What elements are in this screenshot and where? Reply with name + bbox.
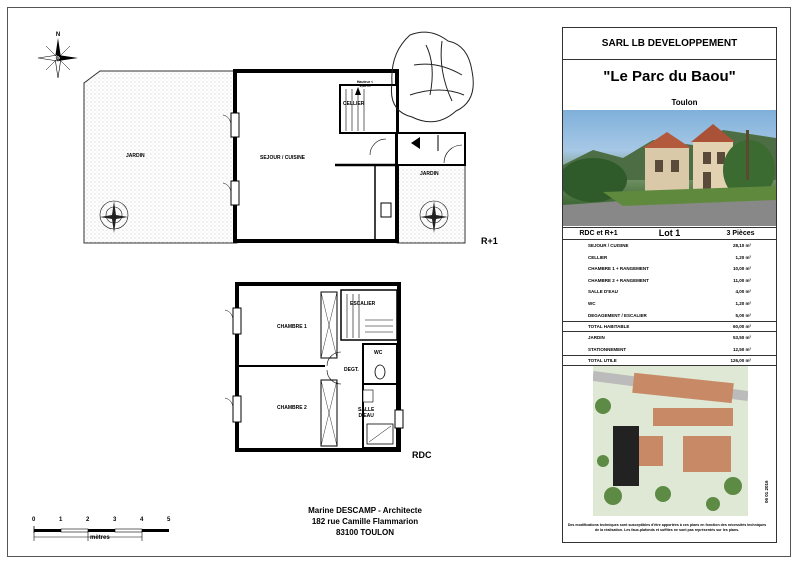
surface-value: 1,20 m² — [735, 300, 751, 306]
upper-floor-plan — [70, 25, 480, 255]
scale-unit: mètres — [90, 535, 110, 541]
surface-label: DEGAGEMENT / ESCALIER — [588, 312, 647, 318]
plan-date: 06 01 2016 — [764, 480, 769, 503]
scale-tick-4: 4 — [140, 517, 144, 523]
jardin-left-label: JARDIN — [126, 153, 145, 159]
architect-street: 182 rue Camille Flammarion — [311, 517, 419, 526]
lot-number: Lot 1 — [658, 228, 681, 238]
chambre2-label: CHAMBRE 2 — [277, 405, 307, 411]
architect-city: 83100 TOULON — [335, 528, 395, 537]
surface-label: STATIONNEMENT — [588, 346, 627, 352]
degt-label: DEGT. — [344, 367, 359, 373]
project-city: Toulon — [671, 98, 698, 107]
surface-value: 1,20 m² — [735, 254, 751, 260]
surface-row — [563, 344, 776, 356]
scale-tick-1: 1 — [59, 517, 63, 523]
info-panel — [562, 27, 777, 543]
scale-tick-3: 3 — [113, 517, 117, 523]
surface-label: SALLE D'EAU — [588, 289, 618, 295]
surface-value: 5,00 m² — [735, 312, 751, 318]
project-name: "Le Parc du Baou" — [603, 68, 736, 85]
surface-row — [563, 332, 776, 344]
surface-label: TOTAL UTILE — [588, 358, 617, 364]
surface-row — [563, 275, 776, 287]
surface-value: 60,00 m² — [732, 324, 751, 330]
architect-name: Marine DESCAMP - Architecte — [308, 506, 422, 515]
surface-label: CHAMBRE 1 + RANGEMENT — [588, 266, 649, 272]
scale-tick-2: 2 — [86, 517, 90, 523]
surface-row — [563, 286, 776, 298]
surface-value: 12,50 m² — [732, 346, 751, 352]
surface-row — [563, 252, 776, 264]
surface-label: CHAMBRE 2 + RANGEMENT — [588, 277, 649, 283]
lower-floor-plan — [215, 280, 405, 455]
surface-row — [563, 240, 776, 252]
legal-notice: Des modifications techniques sont susceptibles d'être apportées à ces plans en fonction des nécessités techniques de la réalisation. Les faux-plafonds et soffites ne sont pas représentés sur les plans. — [567, 523, 767, 532]
cellier-label: CELLIER — [343, 101, 365, 107]
surface-value: 126,00 m² — [730, 358, 751, 364]
architect-block — [260, 505, 470, 538]
surface-label: TOTAL HABITABLE — [588, 324, 630, 330]
surface-value: 4,00 m² — [735, 289, 751, 295]
scale-bar — [28, 513, 188, 547]
surface-row — [563, 263, 776, 275]
surface-value: 53,50 m² — [732, 335, 751, 341]
lot-levels: RDC et R+1 — [579, 230, 618, 237]
surface-label: CELLIER — [588, 254, 608, 260]
surface-row — [563, 298, 776, 310]
sejour-label: SEJOUR / CUISINE — [260, 155, 306, 161]
surface-label: SEJOUR / CUISINE — [588, 243, 629, 248]
lot-header — [563, 227, 776, 240]
north-label: N — [55, 32, 61, 38]
surface-row — [563, 355, 776, 366]
jardin-right-label: JARDIN — [420, 171, 439, 177]
level-label-lower: RDC — [412, 450, 432, 460]
project-render-image — [563, 110, 776, 226]
lot-rooms: 3 Pièces — [726, 230, 755, 237]
surface-row — [563, 321, 776, 332]
surface-value: 10,00 m² — [732, 266, 751, 272]
surface-table — [563, 240, 776, 366]
site-plan-image — [593, 366, 748, 516]
scale-tick-0: 0 — [32, 517, 36, 523]
company-name: SARL LB DEVELOPPEMENT — [563, 28, 776, 60]
scale-tick-5: 5 — [167, 517, 171, 523]
surface-row — [563, 310, 776, 322]
surface-label: JARDIN — [588, 335, 605, 341]
hauteur-note: Hauteur < 1,80 m — [356, 80, 374, 88]
escalier-label: ESCALIER — [350, 301, 376, 307]
salle-eau-label: SALLE D'EAU — [358, 407, 375, 419]
chambre1-label: CHAMBRE 1 — [277, 324, 307, 330]
surface-value: 11,00 m² — [733, 277, 751, 283]
surface-label: WC — [588, 300, 596, 306]
surface-value: 28,10 m² — [732, 243, 751, 248]
level-label-upper: R+1 — [481, 236, 498, 246]
wc-label: WC — [374, 350, 383, 356]
